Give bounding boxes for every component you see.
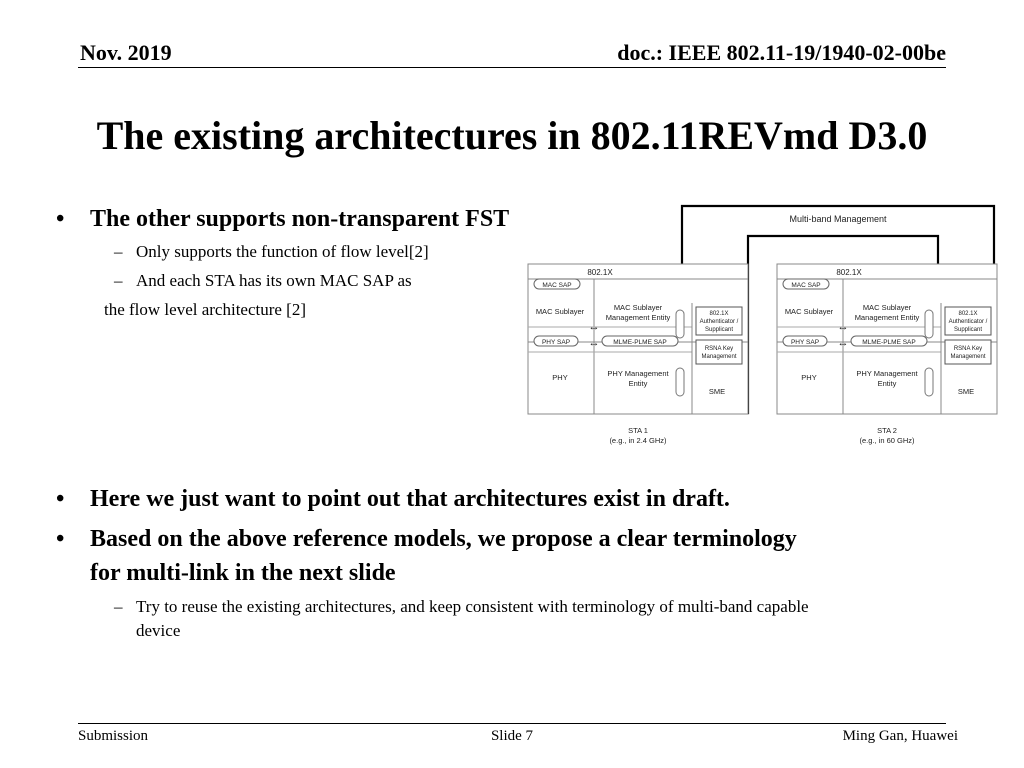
sap-pill-vertical bbox=[676, 368, 684, 396]
arrow-icon: ↔ bbox=[588, 321, 600, 333]
mac-sap-label: MAC SAP bbox=[791, 282, 821, 289]
auth-label-2: Authenticator / bbox=[948, 319, 988, 325]
label-8021x: 802.1X bbox=[836, 268, 862, 277]
mac-sap-label: MAC SAP bbox=[542, 282, 572, 289]
bullet-item bbox=[56, 486, 730, 513]
phy-sap-label: PHY SAP bbox=[541, 339, 571, 346]
rsna-box bbox=[945, 340, 991, 364]
phy-sap-label: PHY SAP bbox=[790, 339, 820, 346]
plme-label-2: Entity bbox=[877, 379, 897, 388]
footer-slide-number: Slide 7 bbox=[490, 728, 534, 744]
header-rule bbox=[78, 67, 946, 68]
sub-bullet-text: And each STA has its own MAC SAP as bbox=[136, 271, 412, 290]
footer-author: Ming Gan, Huawei bbox=[842, 728, 958, 744]
bullet-text: Here we just want to point out that architectures exist in draft. bbox=[90, 486, 730, 512]
sta-band-label: (e.g., in 2.4 GHz) bbox=[609, 436, 667, 445]
bullet-text: Based on the above reference models, we propose a clear terminology bbox=[90, 526, 797, 552]
slide-title: The existing architectures in 802.11REVmd D3.0 bbox=[96, 113, 928, 158]
sme-label: SME bbox=[708, 387, 726, 396]
plme-label-1: PHY Management bbox=[607, 369, 669, 378]
mlme-plme-sap-label: MLME-PLME SAP bbox=[862, 339, 916, 346]
bullet-dot: • bbox=[56, 486, 65, 512]
bullet-dot: • bbox=[56, 526, 65, 552]
sub-bullet-text: Try to reuse the existing architectures, and keep consistent with terminology of multi-band capable bbox=[136, 597, 809, 616]
bullet-item bbox=[56, 206, 509, 233]
header-doc-id: doc.: IEEE 802.11-19/1940-02-00be bbox=[617, 40, 946, 65]
mlme-label-1: MAC Sublayer bbox=[613, 303, 663, 312]
auth-label-2: Authenticator / bbox=[699, 319, 739, 325]
mac-sublayer-label: MAC Sublayer bbox=[535, 307, 585, 316]
arrow-icon: ↔ bbox=[837, 337, 849, 349]
sta-label: STA 2 bbox=[877, 426, 897, 435]
arrow-icon: ↔ bbox=[588, 337, 600, 349]
phy-label: PHY bbox=[552, 373, 568, 382]
plme-label-1: PHY Management bbox=[856, 369, 918, 378]
rsna-label-2: Management bbox=[701, 354, 737, 360]
mlme-label-1: MAC Sublayer bbox=[862, 303, 912, 312]
rsna-label-1: RSNA Key bbox=[704, 346, 734, 352]
sta-band-label: (e.g., in 60 GHz) bbox=[859, 436, 915, 445]
multiband-label: Multi-band Management bbox=[789, 214, 887, 224]
sub-bullet-text-continued: device bbox=[136, 621, 181, 640]
sap-pill-vertical bbox=[676, 310, 684, 338]
auth-label-3: Supplicant bbox=[704, 327, 734, 333]
auth-label-3: Supplicant bbox=[953, 327, 983, 333]
bullet-item bbox=[56, 526, 797, 553]
sme-label: SME bbox=[957, 387, 975, 396]
mac-sublayer-label: MAC Sublayer bbox=[784, 307, 834, 316]
sap-pill-vertical bbox=[925, 310, 933, 338]
label-8021x: 802.1X bbox=[587, 268, 613, 277]
auth-label-1: 802.1X bbox=[709, 311, 729, 317]
dash-glyph: – bbox=[114, 271, 123, 290]
architecture-diagram bbox=[520, 200, 1000, 455]
sub-bullet-item bbox=[114, 242, 429, 262]
footer-rule bbox=[78, 723, 946, 724]
bullet-text: The other supports non-transparent FST bbox=[90, 206, 510, 232]
dash-glyph: – bbox=[114, 597, 123, 616]
footer-submission: Submission bbox=[78, 728, 149, 744]
continuation-text: the flow level architecture [2] bbox=[104, 300, 307, 319]
auth-label-1: 802.1X bbox=[958, 311, 978, 317]
sub-bullet-text: Only supports the function of flow level[2] bbox=[136, 242, 429, 261]
bullet-dot: • bbox=[56, 206, 65, 232]
sub-bullet-item bbox=[114, 597, 809, 617]
mlme-plme-sap-label: MLME-PLME SAP bbox=[613, 339, 667, 346]
bullet-text-continued: for multi-link in the next slide bbox=[90, 560, 396, 586]
sub-bullet-item bbox=[114, 271, 412, 291]
rsna-label-1: RSNA Key bbox=[953, 346, 983, 352]
rsna-box bbox=[696, 340, 742, 364]
mlme-label-2: Management Entity bbox=[605, 313, 671, 322]
sta-2-stack bbox=[777, 264, 997, 445]
header-date: Nov. 2019 bbox=[80, 40, 172, 65]
phy-label: PHY bbox=[801, 373, 817, 382]
sap-pill-vertical bbox=[925, 368, 933, 396]
rsna-label-2: Management bbox=[950, 354, 986, 360]
arrow-icon: ↔ bbox=[837, 321, 849, 333]
sta-1-stack bbox=[528, 264, 748, 445]
sta-label: STA 1 bbox=[628, 426, 648, 435]
plme-label-2: Entity bbox=[628, 379, 648, 388]
mlme-label-2: Management Entity bbox=[854, 313, 920, 322]
dash-glyph: – bbox=[114, 242, 123, 261]
